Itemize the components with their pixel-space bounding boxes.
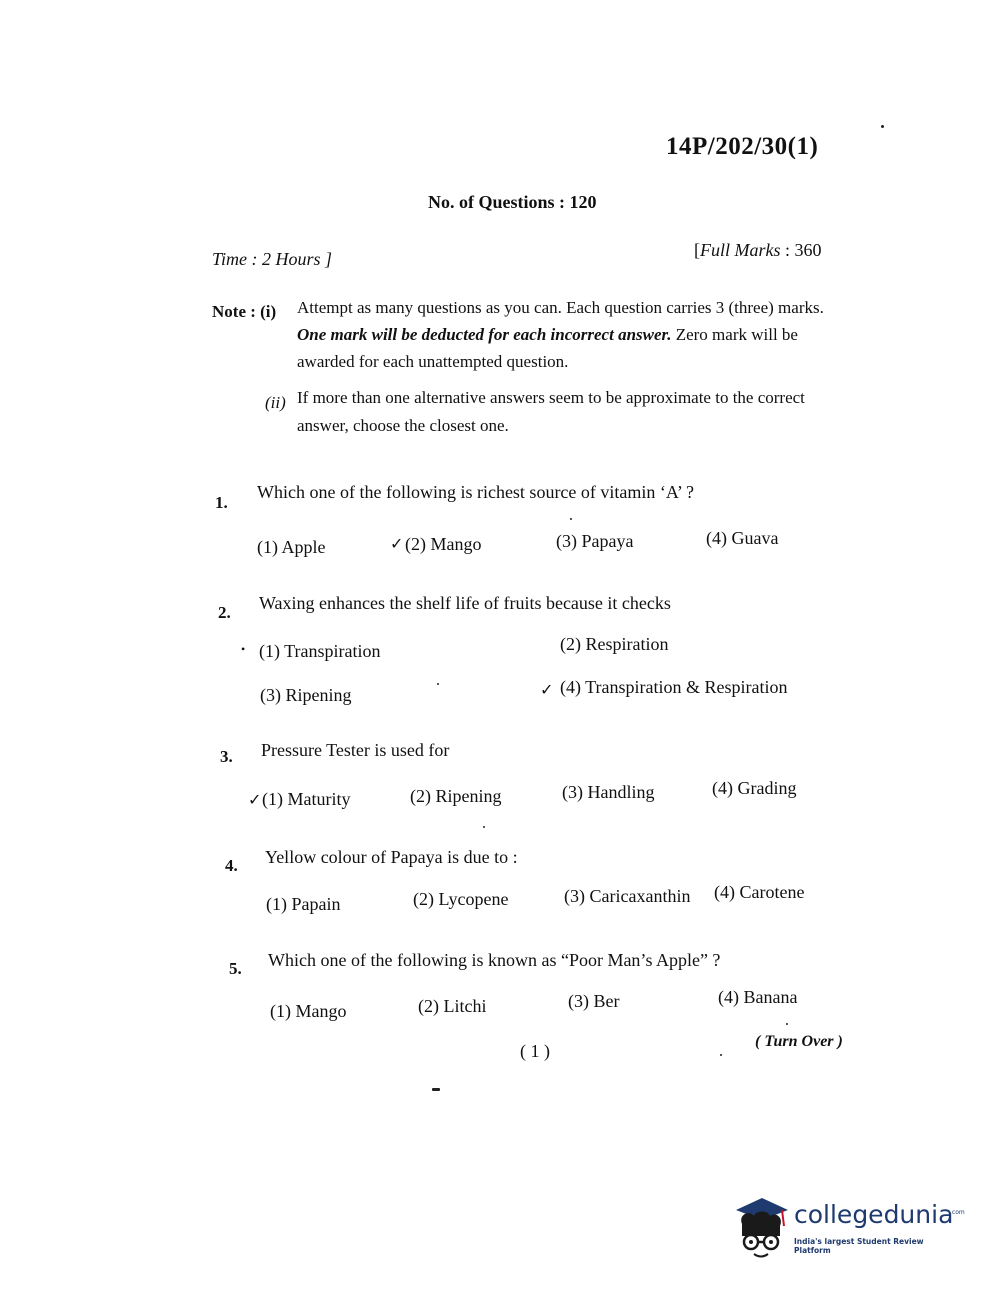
question-4-option-4: (4) Carotene <box>714 882 805 902</box>
scan-speck <box>437 683 439 685</box>
question-1-text: Which one of the following is richest source of vitamin ‘A’ ? <box>257 482 695 502</box>
tick-mark-icon: ✓ <box>248 792 262 809</box>
question-2-option-1: (1) Transpiration <box>259 641 381 661</box>
question-1-option-1: (1) Apple <box>257 537 326 557</box>
question-5-text: Which one of the following is known as “Poor Man’s Apple” ? <box>268 950 721 970</box>
question-2-text: Waxing enhances the shelf life of fruits because it checks <box>259 593 671 613</box>
paper-code: 14P/202/30(1) <box>666 133 819 160</box>
question-2-number: 2. <box>218 603 231 622</box>
note-label: Note : (i) <box>212 302 277 321</box>
question-1-option-2: (2) Mango <box>405 534 482 554</box>
bullet-mark-icon: • <box>241 642 246 656</box>
question-1-option-4: (4) Guava <box>706 528 779 548</box>
time-allowed: Time : 2 Hours ] <box>212 249 333 269</box>
question-5-option-4: (4) Banana <box>718 987 798 1007</box>
full-marks-value: : 360 <box>785 240 822 260</box>
page-number: ( 1 ) <box>520 1041 550 1061</box>
scan-speck <box>570 518 572 520</box>
note-item-1-c: Zero mark will be awarded for each unattempted question. <box>297 325 798 371</box>
question-3-option-2: (2) Ripening <box>410 786 502 806</box>
scan-speck <box>720 1054 722 1056</box>
tick-mark-icon: ✓ <box>540 682 554 699</box>
logo-wordmark: collegedunia <box>794 1200 954 1229</box>
question-3-text: Pressure Tester is used for <box>261 740 450 760</box>
turn-over-label: ( Turn Over ) <box>755 1033 843 1050</box>
question-3-number: 3. <box>220 747 233 766</box>
question-5-number: 5. <box>229 959 242 978</box>
scan-speck <box>786 1023 788 1025</box>
question-4-option-1: (1) Papain <box>266 894 341 914</box>
question-2-option-2: (2) Respiration <box>560 634 669 654</box>
logo-tld: .com <box>950 1209 965 1216</box>
logo-tagline: India's largest Student Review Platform <box>794 1237 924 1255</box>
question-4-number: 4. <box>225 856 238 875</box>
question-5-option-2: (2) Litchi <box>418 996 487 1016</box>
full-marks-bracket: [ <box>694 240 700 260</box>
number-of-questions: No. of Questions : 120 <box>428 192 597 212</box>
student-mascot-icon <box>732 1196 790 1260</box>
scan-speck <box>432 1088 440 1091</box>
question-1-option-3: (3) Papaya <box>556 531 634 551</box>
tick-mark-icon: ✓ <box>390 536 404 553</box>
question-5-option-3: (3) Ber <box>568 991 620 1011</box>
note-item-1-b: One mark will be deducted for each incorrect answer. <box>297 325 672 344</box>
full-marks <box>694 240 822 261</box>
note-item-2: If more than one alternative answers seem to be approximate to the correct answer, choose the closest one. <box>297 388 805 435</box>
question-3-option-4: (4) Grading <box>712 778 797 798</box>
full-marks-label: Full Marks <box>700 240 781 260</box>
question-3-option-3: (3) Handling <box>562 782 655 802</box>
note-item-1-a: Attempt as many questions as you can. Each question carries 3 (three) marks. <box>297 298 824 317</box>
question-2-option-4: (4) Transpiration & Respiration <box>560 677 788 697</box>
note-item-1 <box>297 294 832 375</box>
scan-speck <box>483 826 485 828</box>
question-2-option-3: (3) Ripening <box>260 685 352 705</box>
question-1-number: 1. <box>215 493 228 512</box>
collegedunia-logo <box>732 1196 965 1266</box>
scan-speck <box>881 125 884 128</box>
question-5-option-1: (1) Mango <box>270 1001 347 1021</box>
question-4-text: Yellow colour of Papaya is due to : <box>265 847 518 867</box>
note-item-2-number: (ii) <box>265 393 286 412</box>
question-4-option-3: (3) Caricaxanthin <box>564 886 691 906</box>
question-3-option-1: (1) Maturity <box>262 789 351 809</box>
question-4-option-2: (2) Lycopene <box>413 889 509 909</box>
